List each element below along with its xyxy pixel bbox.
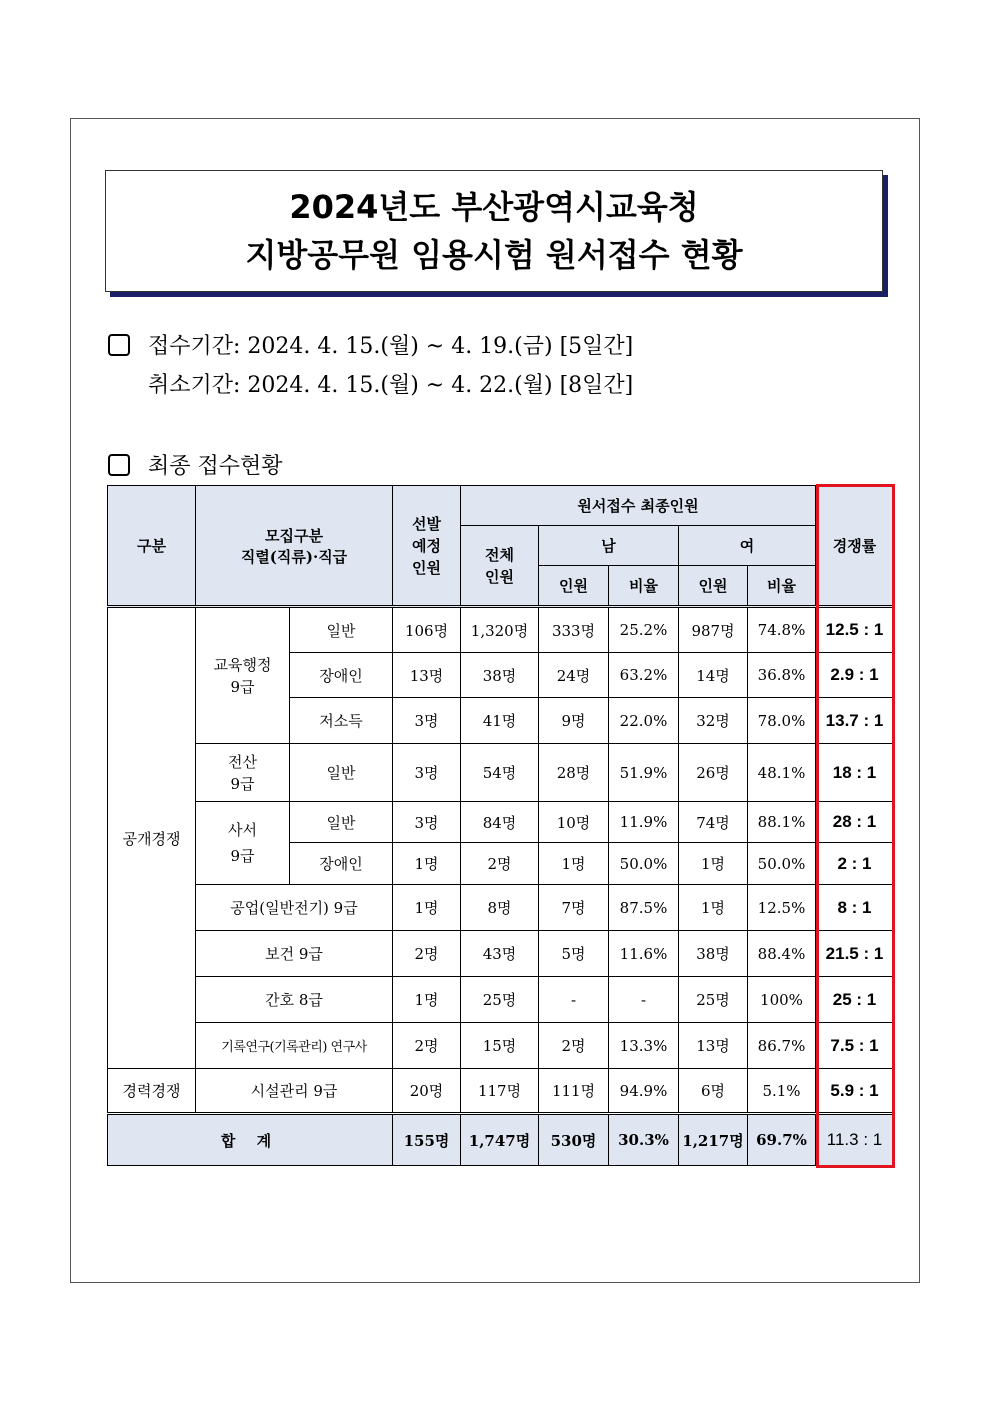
row-male-ratio: 11.9%: [609, 802, 679, 843]
row-female: 25명: [679, 977, 748, 1023]
applicant-table: [107, 485, 894, 1166]
series-edu: [196, 607, 290, 744]
table-row: [108, 802, 894, 843]
row-planned: 20명: [393, 1069, 461, 1114]
table-row: [108, 1023, 894, 1069]
table-row: [108, 885, 894, 931]
row-female: 26명: [679, 744, 748, 802]
row-female: 74명: [679, 802, 748, 843]
row-kind: 장애인: [290, 653, 393, 698]
header-applicants: 원서접수 최종인원: [461, 486, 816, 526]
row-male: 9명: [539, 698, 609, 744]
row-total: 43명: [461, 931, 539, 977]
row-total: 1,320명: [461, 607, 539, 653]
series-comp: [196, 744, 290, 802]
row-female-ratio: 5.1%: [748, 1069, 816, 1114]
row-kind: 일반: [290, 744, 393, 802]
title-line-1: 2024년도 부산광역시교육청: [289, 188, 699, 226]
checkbox-icon: [108, 454, 130, 476]
row-planned: 2명: [393, 1023, 461, 1069]
header-category: 구분: [108, 486, 196, 607]
group-career: 경력경쟁: [108, 1069, 196, 1114]
row-kind: 보건 9급: [196, 931, 393, 977]
series-lib-grade: 9급: [230, 847, 255, 865]
row-female: 1명: [679, 885, 748, 931]
header-planned-2: 예정: [412, 536, 441, 555]
row-rate: 18 : 1: [816, 744, 894, 802]
row-planned: 1명: [393, 977, 461, 1023]
row-planned: 3명: [393, 744, 461, 802]
row-rate: 21.5 : 1: [816, 931, 894, 977]
total-rate: 11.3 : 1: [816, 1114, 894, 1166]
row-female: 32명: [679, 698, 748, 744]
row-total: 15명: [461, 1023, 539, 1069]
header-male-ratio: 비율: [609, 566, 679, 607]
series-comp-name: 전산: [228, 752, 257, 771]
table-row: [108, 607, 894, 653]
series-lib-name: 사서: [228, 821, 257, 839]
row-kind: 공업(일반전기) 9급: [196, 885, 393, 931]
row-female: 6명: [679, 1069, 748, 1114]
row-female: 14명: [679, 653, 748, 698]
row-kind: 간호 8급: [196, 977, 393, 1023]
row-kind: 기록연구(기록관리) 연구사: [196, 1023, 393, 1069]
row-male-ratio: -: [609, 977, 679, 1023]
row-female: 13명: [679, 1023, 748, 1069]
row-female-ratio: 50.0%: [748, 843, 816, 885]
row-kind: 일반: [290, 802, 393, 843]
header-recruit-sub: 직렬(직류)·직급: [240, 547, 348, 566]
receipt-period: [108, 329, 633, 360]
row-kind: 장애인: [290, 843, 393, 885]
row-rate: 2 : 1: [816, 843, 894, 885]
row-total: 8명: [461, 885, 539, 931]
row-planned: 3명: [393, 802, 461, 843]
row-rate: 5.9 : 1: [816, 1069, 894, 1114]
series-edu-name: 교육행정: [213, 655, 272, 674]
row-male: 111명: [539, 1069, 609, 1114]
row-male: 24명: [539, 653, 609, 698]
row-rate: 8 : 1: [816, 885, 894, 931]
row-female: 38명: [679, 931, 748, 977]
cancel-period-text: 취소기간: 2024. 4. 15.(월) ~ 4. 22.(월) [8일간]: [148, 373, 634, 398]
row-rate: 7.5 : 1: [816, 1023, 894, 1069]
row-male: 10명: [539, 802, 609, 843]
row-planned: 13명: [393, 653, 461, 698]
row-kind: 일반: [290, 607, 393, 653]
header-female-count: 인원: [679, 566, 748, 607]
row-female: 1명: [679, 843, 748, 885]
total-total: 1,747명: [461, 1114, 539, 1166]
row-planned: 1명: [393, 885, 461, 931]
row-male: 2명: [539, 1023, 609, 1069]
row-kind: 시설관리 9급: [196, 1069, 393, 1114]
table-row: [108, 977, 894, 1023]
row-male: 1명: [539, 843, 609, 885]
title-line-2: 지방공무원 임용시험 원서접수 현황: [245, 236, 743, 274]
series-edu-grade: 9급: [230, 677, 255, 696]
header-recruit-label: 모집구분: [265, 526, 323, 545]
total-planned: 155명: [393, 1114, 461, 1166]
row-total: 54명: [461, 744, 539, 802]
series-lib: [196, 802, 290, 885]
row-rate: 28 : 1: [816, 802, 894, 843]
row-male: 28명: [539, 744, 609, 802]
row-total: 25명: [461, 977, 539, 1023]
row-male: -: [539, 977, 609, 1023]
row-planned: 3명: [393, 698, 461, 744]
total-label: 합 계: [108, 1114, 393, 1166]
section-title: 최종 접수현황: [148, 454, 283, 479]
table-row: [108, 1069, 894, 1114]
header-total: [461, 526, 539, 607]
row-total: 117명: [461, 1069, 539, 1114]
checkbox-icon: [108, 334, 130, 356]
row-female-ratio: 88.1%: [748, 802, 816, 843]
row-planned: 106명: [393, 607, 461, 653]
row-male: 333명: [539, 607, 609, 653]
row-female-ratio: 48.1%: [748, 744, 816, 802]
header-recruit: [196, 486, 393, 607]
header-male-count: 인원: [539, 566, 609, 607]
total-male: 530명: [539, 1114, 609, 1166]
header-planned-1: 선발: [412, 514, 441, 533]
row-male-ratio: 51.9%: [609, 744, 679, 802]
header-planned-3: 인원: [412, 558, 441, 577]
row-female-ratio: 74.8%: [748, 607, 816, 653]
row-planned: 1명: [393, 843, 461, 885]
total-female: 1,217명: [679, 1114, 748, 1166]
row-rate: 13.7 : 1: [816, 698, 894, 744]
rate-highlight-box: [816, 484, 895, 1168]
section-heading: [108, 449, 283, 480]
group-open: 공개경쟁: [108, 607, 196, 1069]
row-planned: 2명: [393, 931, 461, 977]
row-total: 41명: [461, 698, 539, 744]
table-row: [108, 931, 894, 977]
row-female-ratio: 78.0%: [748, 698, 816, 744]
row-male: 5명: [539, 931, 609, 977]
title-box: [105, 170, 883, 292]
row-female: 987명: [679, 607, 748, 653]
receipt-period-text: 접수기간: 2024. 4. 15.(월) ~ 4. 19.(금) [5일간]: [148, 334, 634, 359]
row-female-ratio: 88.4%: [748, 931, 816, 977]
row-female-ratio: 100%: [748, 977, 816, 1023]
row-male-ratio: 13.3%: [609, 1023, 679, 1069]
header-female: 여: [679, 526, 816, 566]
total-male-ratio: 30.3%: [609, 1114, 679, 1166]
row-male-ratio: 63.2%: [609, 653, 679, 698]
row-male-ratio: 25.2%: [609, 607, 679, 653]
series-comp-grade: 9급: [230, 774, 255, 793]
row-total: 84명: [461, 802, 539, 843]
row-kind: 저소득: [290, 698, 393, 744]
total-female-ratio: 69.7%: [748, 1114, 816, 1166]
table-row: [108, 744, 894, 802]
header-female-ratio: 비율: [748, 566, 816, 607]
row-female-ratio: 86.7%: [748, 1023, 816, 1069]
header-total-1: 전체: [485, 545, 514, 564]
row-male-ratio: 22.0%: [609, 698, 679, 744]
row-male-ratio: 11.6%: [609, 931, 679, 977]
header-male: 남: [539, 526, 679, 566]
row-male: 7명: [539, 885, 609, 931]
header-total-2: 인원: [485, 567, 514, 586]
total-row: [108, 1114, 894, 1166]
row-rate: 25 : 1: [816, 977, 894, 1023]
row-rate: 2.9 : 1: [816, 653, 894, 698]
row-male-ratio: 87.5%: [609, 885, 679, 931]
header-planned: [393, 486, 461, 607]
row-total: 2명: [461, 843, 539, 885]
row-male-ratio: 94.9%: [609, 1069, 679, 1114]
row-rate: 12.5 : 1: [816, 607, 894, 653]
row-female-ratio: 12.5%: [748, 885, 816, 931]
header-rate: 경쟁률: [816, 486, 894, 607]
row-female-ratio: 36.8%: [748, 653, 816, 698]
row-total: 38명: [461, 653, 539, 698]
row-male-ratio: 50.0%: [609, 843, 679, 885]
